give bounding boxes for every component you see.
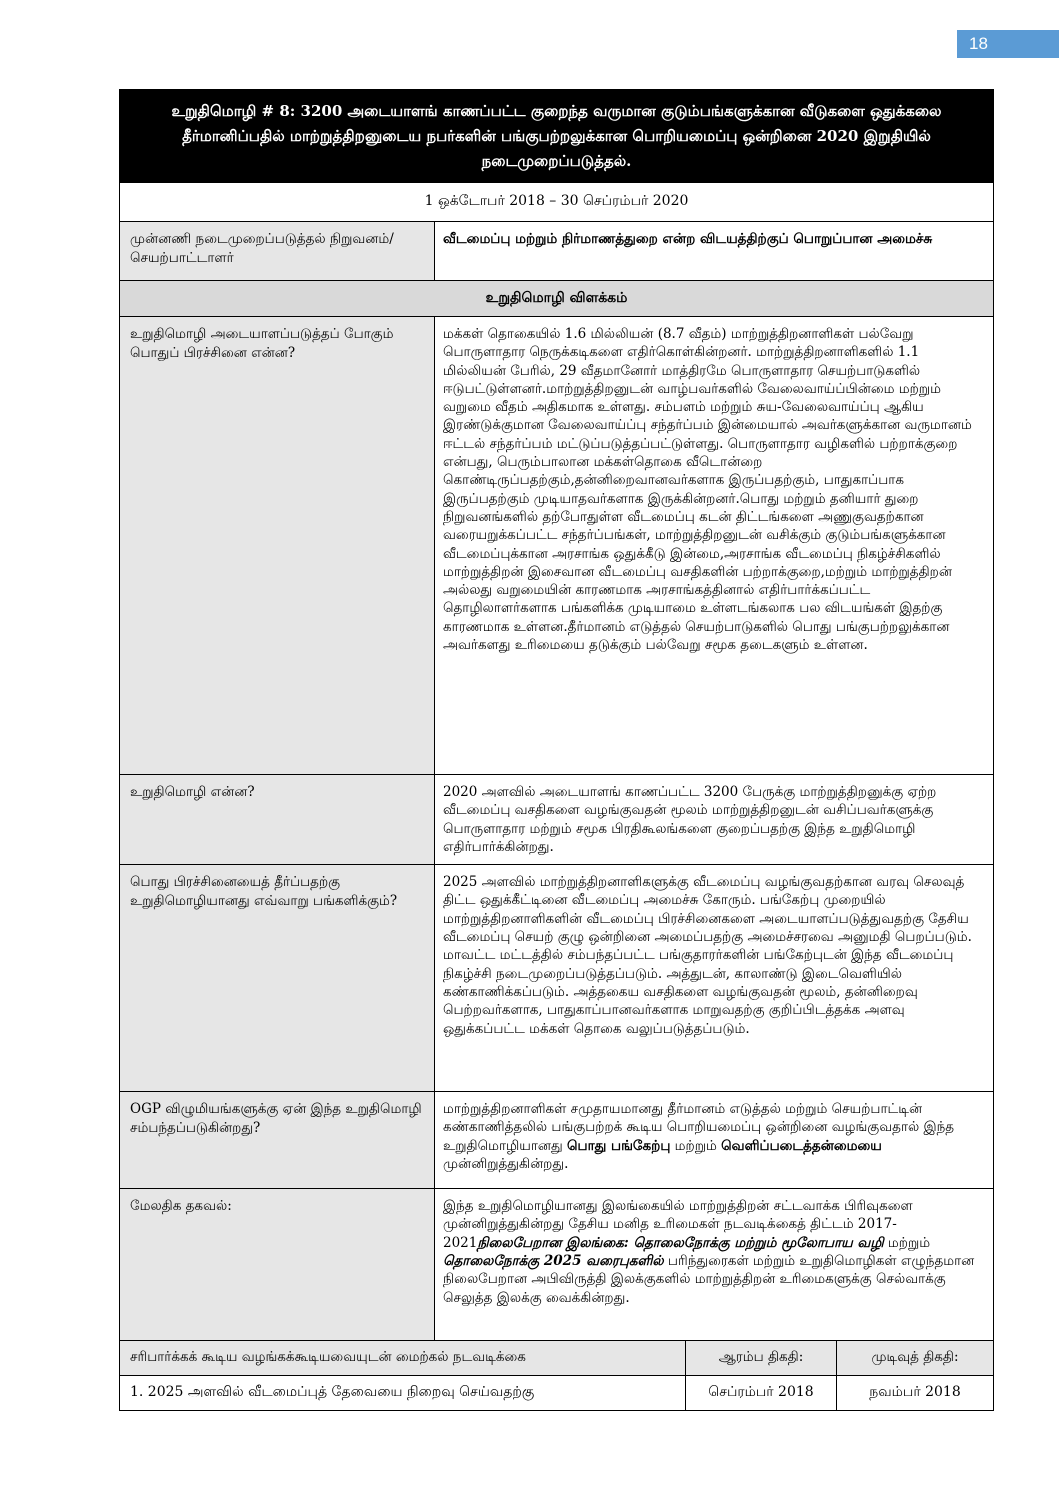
commitment-period: 1 ஒக்டோபர் 2018 – 30 செப்ரம்பர் 2020 bbox=[120, 183, 994, 222]
commitment-title: உறுதிமொழி # 8: 3200 அடையாளங் காணப்பட்ட குறைந்த வருமான குடும்பங்களுக்கான வீடுகளை ஒதுக்கலை தீர்மானிப்பதில் மாற்றுத்திறனுடைய நபர்களின் பங்குபற்றலுக்கான பொறியமைப்பு ஒன்றினை 2020 இறுதியில் நடைமுறைப்படுத்தல். bbox=[120, 90, 994, 183]
ogp-bold-participation: பொது பங்கேற்பு bbox=[567, 1137, 671, 1154]
contribution-value: 2025 அளவில் மாற்றுத்திறனாளிகளுக்கு வீடமைப்பு வழங்குவதற்கான வரவு செலவுத் திட்ட ஒதுக்கீட்டினை வீடமைப்பு அமைச்சு கோரும். பங்கேற்பு முறையில் மாற்றுத்திறனாளிகளின் வீடமைப்பு பிரச்சினைகளை அடையாளப்படுத்துவதற்கு தேசிய வீடமைப்பு செயற் குழு ஒன்றினை அமைப்பதற்கு அமைச்சரவை அனுமதி பெறப்படும். மாவட்ட மட்டத்தில் சம்பந்தப்பட்ட பங்குதாரர்களின் பங்கேற்புடன் இந்த வீடமைப்பு நிகழ்ச்சி நடைமுறைப்படுத்தப்படும். அத்துடன், காலாண்டு இடைவெளியில் கண்காணிக்கப்படும். அத்தகைய வசதிகளை வழங்குவதன் மூலம், தன்னிறைவு பெற்றவர்களாக, பாதுகாப்பானவர்களாக மாறுவதற்கு குறிப்பிடத்தக்க அளவு ஒதுக்கப்பட்ட மக்கள் தொகை வலுப்படுத்தப்படும். bbox=[435, 865, 994, 1092]
problem-value: மக்கள் தொகையில் 1.6 மில்லியன் (8.7 வீதம்) மாற்றுத்திறனாளிகள் பல்வேறு பொருளாதார நெருக்கடிகளை எதிர்கொள்கின்றனர். மாற்றுத்திறனாளிகளில் 1.1 மில்லியன் பேரில், 29 வீதமானோர் மாத்திரமே பொருளாதார செயற்பாடுகளில் ஈடுபட்டுள்ளனர்.மாற்றுத்திறனுடன் வாழ்பவர்களில் வேலைவாய்ப்பின்மை மற்றும் வறுமை வீதம் அதிகமாக உள்ளது. சம்பளம் மற்றும் சுய-வேலைவாய்ப்பு ஆகிய இரண்டுக்குமான வேலைவாய்ப்பு சந்தர்ப்பம் இன்மையால் அவர்களுக்கான வருமானம் ஈட்டல் சந்தர்ப்பம் மட்டுப்படுத்தப்பட்டுள்ளது. பொருளாதார வழிகளில் பற்றாக்குறை என்பது, பெரும்பாலான மக்கள்தொகை வீடொன்றை கொண்டிருப்பதற்கும்,தன்னிறைவானவர்களாக இருப்பதற்கும், பாதுகாப்பாக இருப்பதற்கும் முடியாதவர்களாக இருக்கின்றனர்.பொது மற்றும் தனியார் துறை நிறுவனங்களில் தற்போதுள்ள வீடமைப்பு கடன் திட்டங்களை அணுகுவதற்கான வரையறுக்கப்பட்ட சந்தர்ப்பங்கள், மாற்றுத்திறனுடன் வசிக்கும் குடும்பங்களுக்கான வீடமைப்புக்கான அரசாங்க ஒதுக்கீடு இன்மை,அரசாங்க வீடமைப்பு நிகழ்ச்சிகளில் மாற்றுத்திறன் இசைவான வீடமைப்பு வசதிகளின் பற்றாக்குறை,மற்றும் மாற்றுத்திறன் அல்லது வறுமையின் காரணமாக அரசாங்கத்தினால் எதிர்பார்க்கப்பட்ட தொழிலாளர்களாக பங்களிக்க முடியாமை உள்ளடங்கலாக பல விடயங்கள் இதற்கு காரணமாக உள்ளன.தீர்மானம் எடுத்தல் செயற்பாடுகளில் பொது பங்குபற்றலுக்கான அவர்களது உரிமையை தடுக்கும் பல்வேறு சமூக தடைகளும் உள்ளன. bbox=[435, 317, 994, 775]
lead-agency-label: முன்னணி நடைமுறைப்படுத்தல் நிறுவனம்/செயற்பாட்டாளர் bbox=[120, 222, 435, 281]
info-text-c: பரிந்துரைகள் மற்றும் உறுதிமொழிகள் எழுந்தமான நிலைபேறான அபிவிருத்தி இலக்குகளில் மாற்றுத்திறன் உரிமைகளுக்கு செல்வாக்கு செலுத்த இலக்கு வைக்கின்றது. bbox=[443, 1253, 975, 1306]
milestone-start-header: ஆரம்ப திகதி: bbox=[686, 1341, 837, 1376]
ogp-value bbox=[435, 1092, 994, 1189]
info-label: மேலதிக தகவல்: bbox=[120, 1189, 435, 1341]
ogp-text-c: முன்னிறுத்துகின்றது. bbox=[443, 1156, 569, 1173]
info-italic-b: தொலைநோக்கு 2025 வரைபுகளில் bbox=[443, 1253, 664, 1270]
milestone-end-header: முடிவுத் திகதி: bbox=[837, 1341, 994, 1376]
page-number-badge: 18 bbox=[957, 30, 1059, 58]
milestone-row bbox=[120, 1376, 994, 1411]
ogp-text-a: மாற்றுத்திறனாளிகள் சமுதாயமானது தீர்மானம் எடுத்தல் மற்றும் செயற்பாட்டின் கண்காணித்தலில் பங்குபற்றக் கூடிய பொறியமைப்பு ஒன்றினை வழங்குவதால் இந்த உறுதிமொழியானது bbox=[443, 1101, 955, 1154]
info-italic-a: நிலைபேறான இலங்கை: தொலைநோக்கு மற்றும் மூலோபாய வழி bbox=[477, 1234, 884, 1251]
ogp-text-b: மற்றும் bbox=[670, 1137, 722, 1154]
commitment-label: உறுதிமொழி என்ன? bbox=[120, 775, 435, 865]
commitment-value: 2020 அளவில் அடையாளங் காணப்பட்ட 3200 பேருக்கு மாற்றுத்திறனுக்கு ஏற்ற வீடமைப்பு வசதிகளை வழங்குவதன் மூலம் மாற்றுத்திறனுடன் வசிப்பவர்களுக்கு பொருளாதார மற்றும் சமூக பிரதிகூலங்களை குறைப்பதற்கு இந்த உறுதிமொழி எதிர்பார்க்கின்றது. bbox=[435, 775, 994, 865]
info-text-b: மற்றும் bbox=[883, 1234, 931, 1251]
commitment-table bbox=[119, 89, 994, 1411]
ogp-bold-transparency: வெளிப்படைத்தன்மையை bbox=[721, 1137, 882, 1154]
lead-agency-value: வீடமைப்பு மற்றும் நிர்மாணத்துறை என்ற விடயத்திற்குப் பொறுப்பான அமைச்சு bbox=[435, 222, 994, 281]
info-value bbox=[435, 1189, 994, 1341]
milestone-end-date: நவம்பர் 2018 bbox=[837, 1376, 994, 1411]
milestone-start-date: செப்ரம்பர் 2018 bbox=[686, 1376, 837, 1411]
problem-label: உறுதிமொழி அடையாளப்படுத்தப் போகும் பொதுப் பிரச்சினை என்ன? bbox=[120, 317, 435, 775]
contribution-label: பொது பிரச்சினையைத் தீர்ப்பதற்கு உறுதிமொழியானது எவ்வாறு பங்களிக்கும்? bbox=[120, 865, 435, 1092]
milestone-activity-header: சரிபார்க்கக் கூடிய வழங்கக்கூடியவையுடன் மைற்கல் நடவடிக்கை bbox=[120, 1341, 686, 1376]
section-header: உறுதிமொழி விளக்கம் bbox=[120, 281, 994, 317]
milestone-activity: 1. 2025 அளவில் வீடமைப்புத் தேவையை நிறைவு செய்வதற்கு bbox=[120, 1376, 686, 1411]
info-text-a: இந்த உறுதிமொழியானது இலங்கையில் மாற்றுத்திறன் சட்டவாக்க பிரிவுகளை முன்னிறுத்துகின்றது தேசிய மனித உரிமைகள் நடவடிக்கைத் திட்டம் 2017-2021 bbox=[443, 1198, 913, 1251]
ogp-label: OGP விழுமியங்களுக்கு ஏன் இந்த உறுதிமொழி சம்பந்தப்படுகின்றது? bbox=[120, 1092, 435, 1189]
